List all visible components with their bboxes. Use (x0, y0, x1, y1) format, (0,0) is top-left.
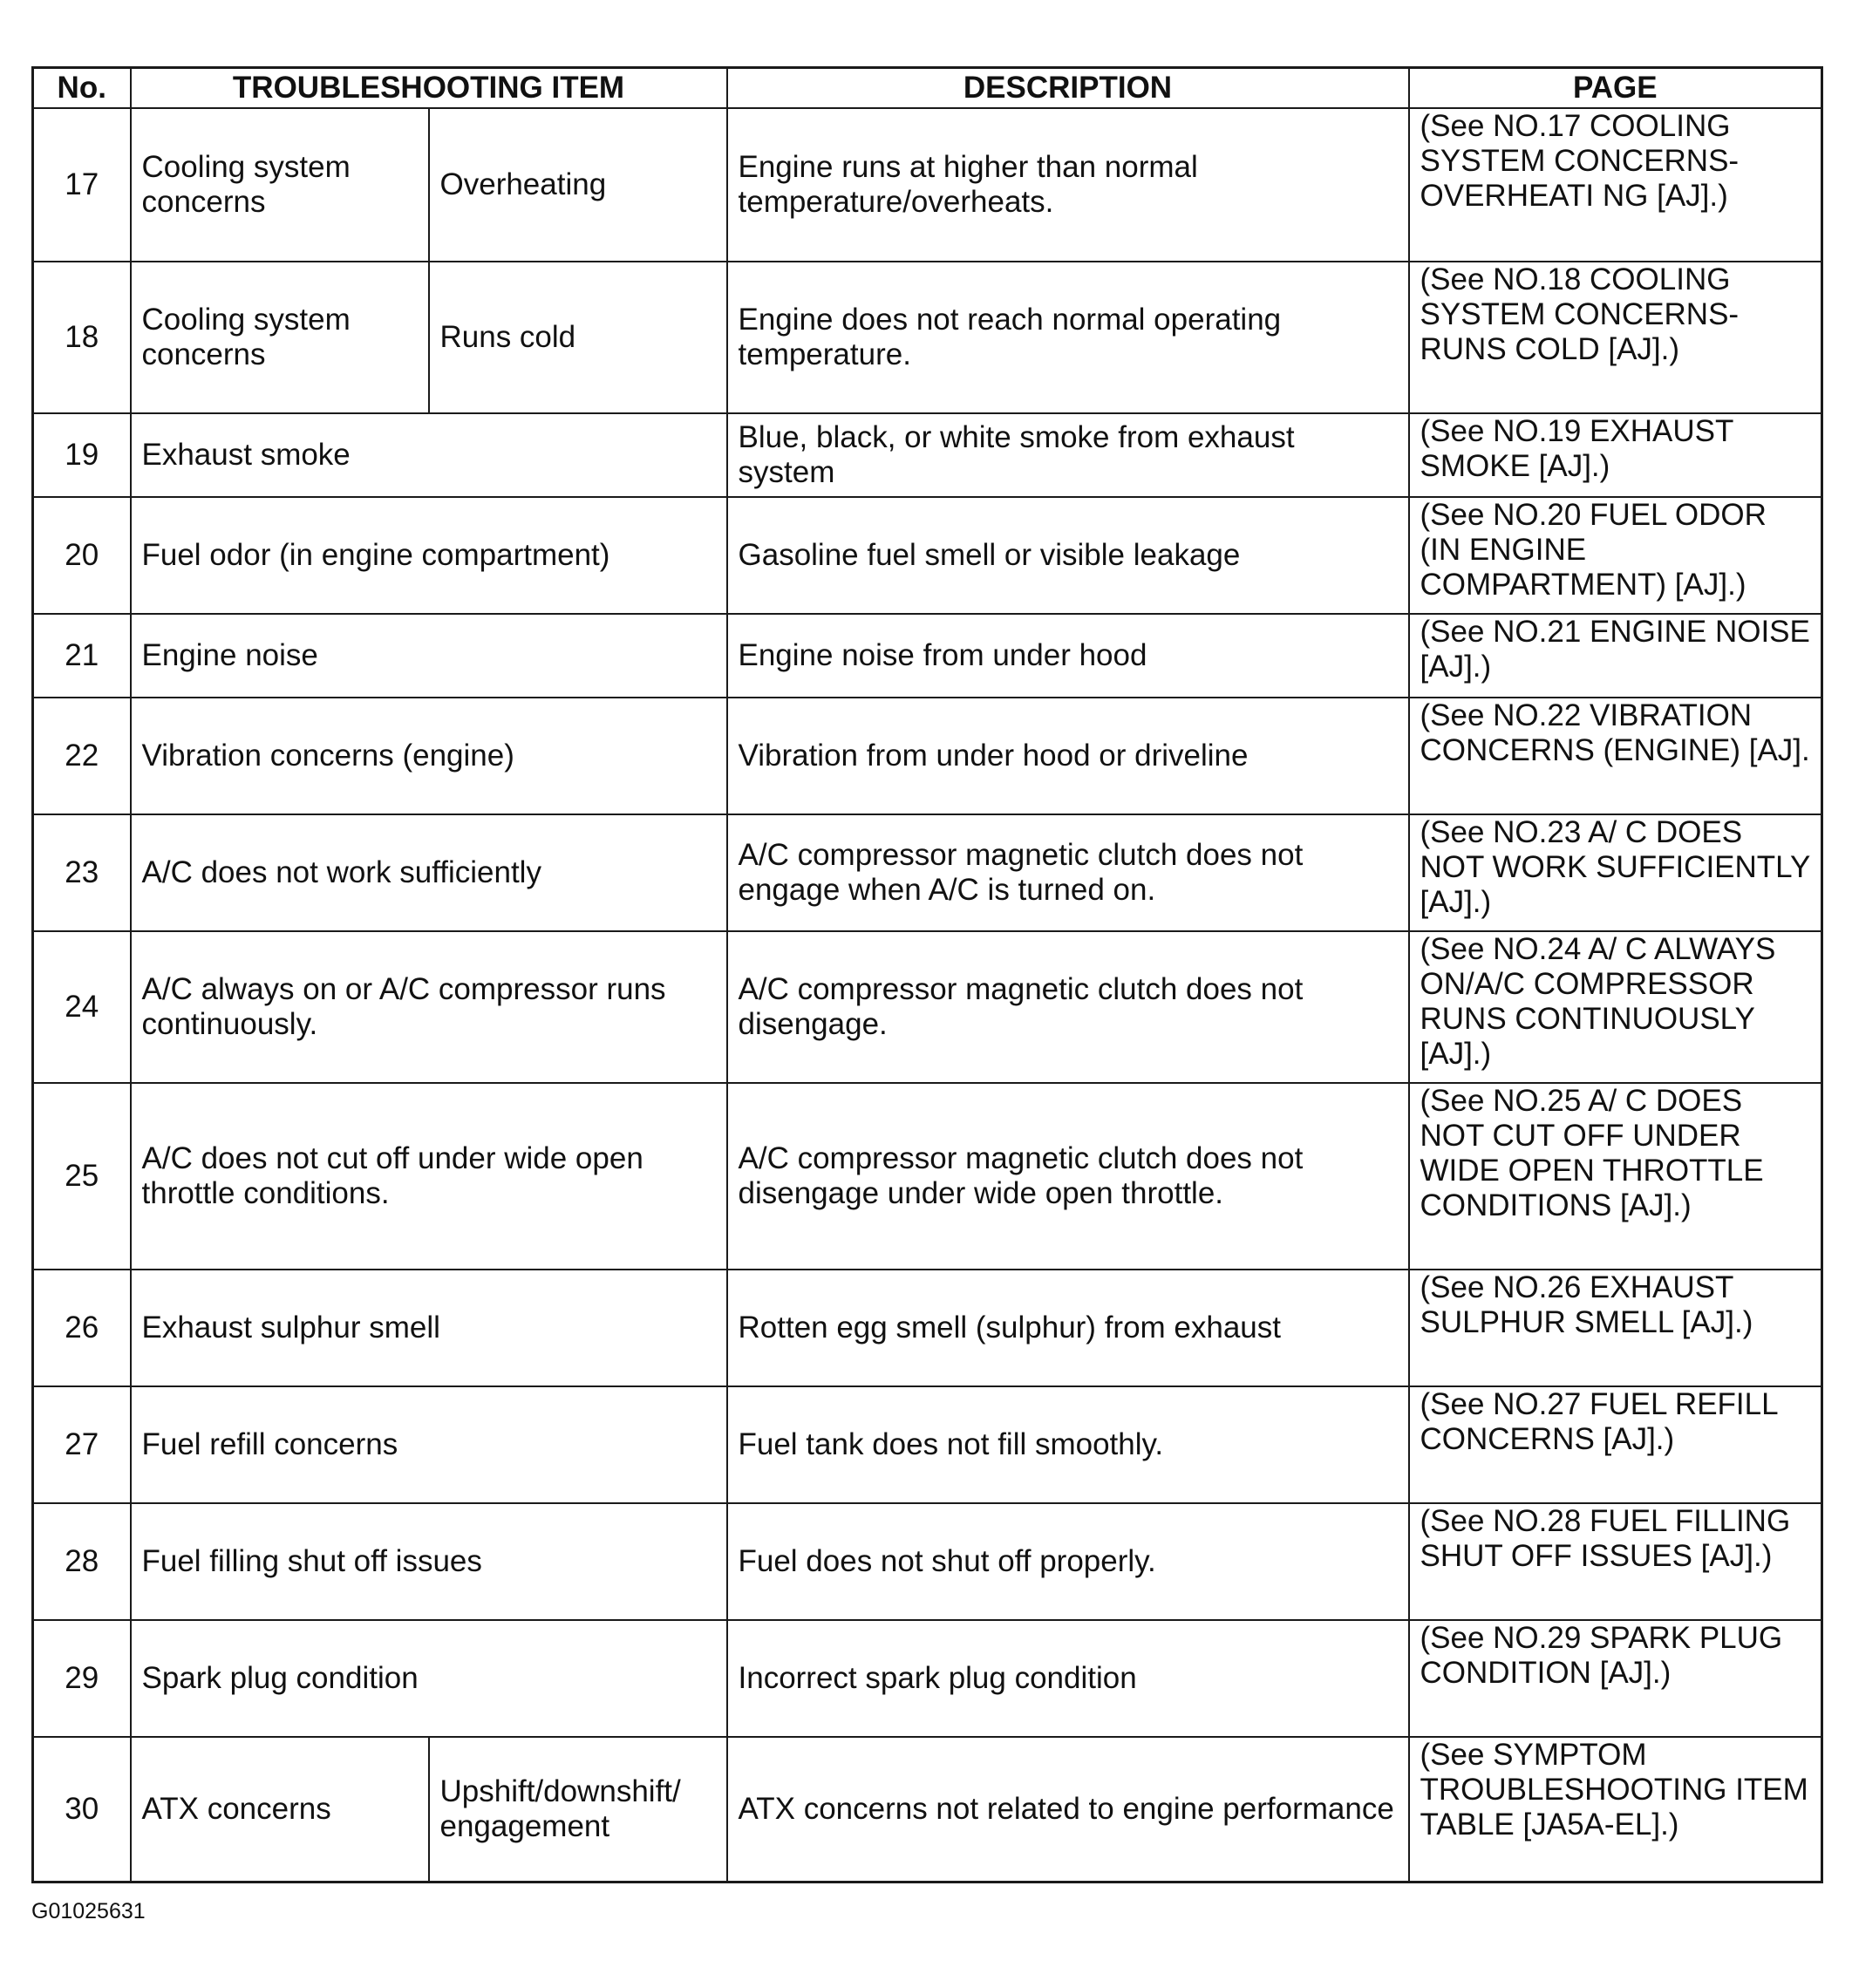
page-reference: (See NO.18 COOLING SYSTEM CONCERNS-RUNS COLD [AJ].) (1409, 262, 1822, 413)
row-number: 28 (33, 1503, 131, 1620)
table-row (33, 1737, 1822, 1882)
header-no: No. (33, 68, 131, 109)
header-troubleshooting-item: TROUBLESHOOTING ITEM (131, 68, 727, 109)
description: Vibration from under hood or driveline (727, 698, 1409, 814)
table-row (33, 1386, 1822, 1503)
page-reference: (See NO.26 EXHAUST SULPHUR SMELL [AJ].) (1409, 1270, 1822, 1386)
page-reference: (See NO.27 FUEL REFILL CONCERNS [AJ].) (1409, 1386, 1822, 1503)
row-number: 26 (33, 1270, 131, 1386)
table-row (33, 814, 1822, 931)
troubleshooting-item: ATX concerns (131, 1737, 429, 1882)
troubleshooting-item: Cooling system concerns (131, 262, 429, 413)
description: Gasoline fuel smell or visible leakage (727, 497, 1409, 614)
figure-code: G01025631 (31, 1899, 146, 1923)
troubleshooting-item: Fuel filling shut off issues (131, 1503, 727, 1620)
table-header-row (33, 68, 1822, 109)
description: Fuel does not shut off properly. (727, 1503, 1409, 1620)
header-description: DESCRIPTION (727, 68, 1409, 109)
description: ATX concerns not related to engine performance (727, 1737, 1409, 1882)
row-number: 25 (33, 1083, 131, 1270)
description: A/C compressor magnetic clutch does not engage when A/C is turned on. (727, 814, 1409, 931)
troubleshooting-item: Fuel odor (in engine compartment) (131, 497, 727, 614)
description: Incorrect spark plug condition (727, 1620, 1409, 1737)
row-number: 23 (33, 814, 131, 931)
table-row (33, 108, 1822, 262)
row-number: 18 (33, 262, 131, 413)
troubleshooting-item: Exhaust smoke (131, 413, 727, 497)
troubleshooting-table (31, 66, 1823, 1883)
row-number: 24 (33, 931, 131, 1083)
table-row (33, 413, 1822, 497)
row-number: 30 (33, 1737, 131, 1882)
page-reference: (See NO.28 FUEL FILLING SHUT OFF ISSUES [AJ].) (1409, 1503, 1822, 1620)
troubleshooting-subitem: Overheating (429, 108, 727, 262)
table-row (33, 1270, 1822, 1386)
row-number: 22 (33, 698, 131, 814)
table-row (33, 614, 1822, 698)
row-number: 29 (33, 1620, 131, 1737)
troubleshooting-item: Spark plug condition (131, 1620, 727, 1737)
troubleshooting-subitem: Upshift/downshift/ engagement (429, 1737, 727, 1882)
page-reference: (See SYMPTOM TROUBLESHOOTING ITEM TABLE [JA5A-EL].) (1409, 1737, 1822, 1882)
row-number: 21 (33, 614, 131, 698)
header-page: PAGE (1409, 68, 1822, 109)
table-row (33, 497, 1822, 614)
page-reference: (See NO.17 COOLING SYSTEM CONCERNS-OVERHEATI NG [AJ].) (1409, 108, 1822, 262)
troubleshooting-item: A/C does not work sufficiently (131, 814, 727, 931)
troubleshooting-item: A/C does not cut off under wide open throttle conditions. (131, 1083, 727, 1270)
page-reference: (See NO.21 ENGINE NOISE [AJ].) (1409, 614, 1822, 698)
description: Engine does not reach normal operating temperature. (727, 262, 1409, 413)
page-reference: (See NO.24 A/ C ALWAYS ON/A/C COMPRESSOR RUNS CONTINUOUSLY [AJ].) (1409, 931, 1822, 1083)
row-number: 27 (33, 1386, 131, 1503)
table-row (33, 1620, 1822, 1737)
table-row (33, 1083, 1822, 1270)
description: Fuel tank does not fill smoothly. (727, 1386, 1409, 1503)
troubleshooting-table-sheet (31, 66, 1821, 1883)
table-row (33, 698, 1822, 814)
page-reference: (See NO.20 FUEL ODOR (IN ENGINE COMPARTMENT) [AJ].) (1409, 497, 1822, 614)
description: Blue, black, or white smoke from exhaust system (727, 413, 1409, 497)
page-reference: (See NO.29 SPARK PLUG CONDITION [AJ].) (1409, 1620, 1822, 1737)
page-reference: (See NO.25 A/ C DOES NOT CUT OFF UNDER WIDE OPEN THROTTLE CONDITIONS [AJ].) (1409, 1083, 1822, 1270)
table-row (33, 262, 1822, 413)
troubleshooting-item: Cooling system concerns (131, 108, 429, 262)
row-number: 19 (33, 413, 131, 497)
page-reference: (See NO.23 A/ C DOES NOT WORK SUFFICIENTLY [AJ].) (1409, 814, 1822, 931)
description: Rotten egg smell (sulphur) from exhaust (727, 1270, 1409, 1386)
description: Engine noise from under hood (727, 614, 1409, 698)
page-reference: (See NO.19 EXHAUST SMOKE [AJ].) (1409, 413, 1822, 497)
row-number: 17 (33, 108, 131, 262)
troubleshooting-item: Vibration concerns (engine) (131, 698, 727, 814)
table-row (33, 1503, 1822, 1620)
troubleshooting-item: Engine noise (131, 614, 727, 698)
description: A/C compressor magnetic clutch does not disengage under wide open throttle. (727, 1083, 1409, 1270)
row-number: 20 (33, 497, 131, 614)
description: Engine runs at higher than normal temperature/overheats. (727, 108, 1409, 262)
troubleshooting-item: A/C always on or A/C compressor runs continuously. (131, 931, 727, 1083)
troubleshooting-item: Fuel refill concerns (131, 1386, 727, 1503)
troubleshooting-item: Exhaust sulphur smell (131, 1270, 727, 1386)
troubleshooting-subitem: Runs cold (429, 262, 727, 413)
description: A/C compressor magnetic clutch does not disengage. (727, 931, 1409, 1083)
table-row (33, 931, 1822, 1083)
page-reference: (See NO.22 VIBRATION CONCERNS (ENGINE) [AJ]. (1409, 698, 1822, 814)
